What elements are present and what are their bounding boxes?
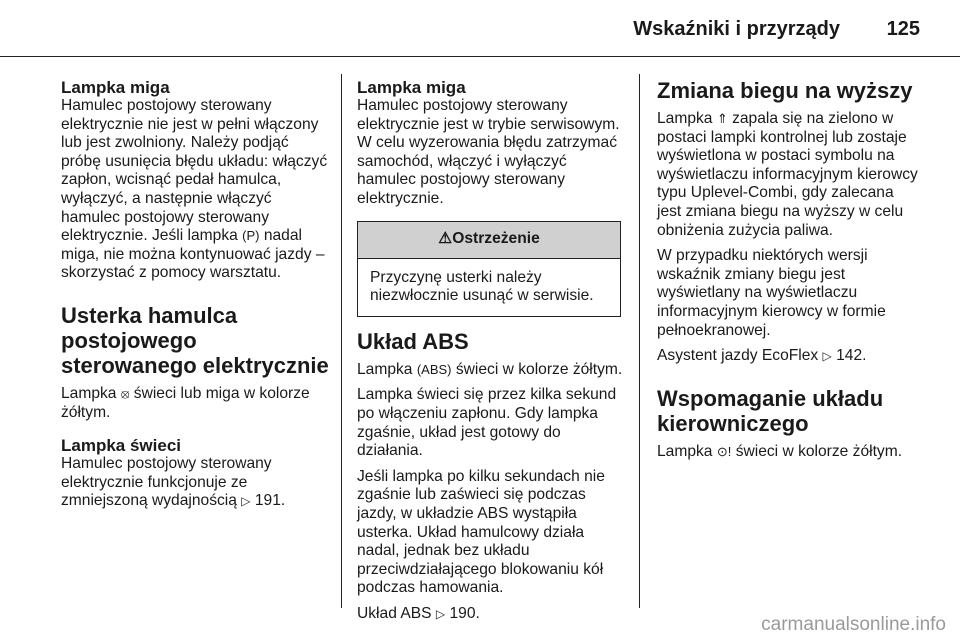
paragraph: Lampka ⊙! świeci w kolorze żółtym. — [657, 442, 903, 460]
section-heading: Układ ABS — [357, 328, 469, 354]
paragraph: Hamulec postojowy sterowany elektrycznie funkcjonuje ze zmniejszoną wydajnością ▷ 191. — [61, 455, 286, 510]
column-3 — [657, 78, 919, 461]
paragraph: Układ ABS ▷ 190. — [357, 604, 480, 622]
upshift-icon: ⇑ — [716, 111, 728, 126]
section-heading: Lampka świeci — [61, 436, 182, 456]
warning-box — [357, 221, 621, 317]
parking-brake-fault-icon: ⦻ — [120, 385, 130, 401]
paragraph: Asystent jazdy EcoFlex ▷ 142. — [657, 347, 867, 365]
column-divider — [639, 74, 640, 608]
section-heading: Zmiana biegu na wyższy — [657, 78, 913, 103]
reference-arrow-icon: ▷ — [822, 349, 832, 364]
warning-title: Ostrzeżenie — [452, 230, 540, 248]
paragraph: Jeśli lampka po kilku sekundach nie zgaśnie lub zaświeci się podczas jazdy, w układzie ABS wystąpiła usterka. Układ hamulcowy działa nadal, jednak bez układu przeciwdziałającego blokowaniu kół podczas hamowania. — [357, 467, 605, 597]
parking-brake-icon: (P) — [242, 228, 260, 244]
column-2 — [357, 78, 625, 623]
column-divider — [341, 74, 342, 608]
paragraph: W przypadku niektórych wersji wskaźnik zmiany biegu jest wyświetlany na wyświetlaczu informacyjnym kierowcy w formie pełnoekranowej. — [657, 247, 886, 339]
paragraph: Hamulec postojowy sterowany elektrycznie jest w trybie serwisowym. W celu wyzerowania błędu zatrzymać samochód, włączyć i wyłączyć hamulec postojowy sterowany elektrycznie. — [357, 97, 620, 207]
warning-icon: ⚠ — [438, 230, 453, 248]
paragraph: Lampka świeci się przez kilka sekund po włączeniu zapłonu. Gdy lampka zgaśnie, układ jest gotowy do działania. — [357, 386, 617, 460]
reference-arrow-icon: ▷ — [241, 494, 251, 509]
header-title: Wskaźniki i przyrządy — [633, 18, 840, 40]
page-reference[interactable]: 142. — [836, 347, 867, 365]
page-header — [0, 0, 960, 57]
paragraph: Hamulec postojowy sterowany elektrycznie nie jest w pełni włączony lub jest zwolniony. Należy podjąć próbę usunięcia błędu układu: włączyć zapłon, wcisnąć pedał hamulca, wyłączyć, a następnie włączyć hamulec postojowy sterowany elektrycznie. Jeśli lampka (P) nadal miga, nie można kontynuować jazdy – skorzystać z pomocy warsztatu. — [61, 97, 328, 282]
watermark: carmanualsonline.info — [761, 614, 946, 635]
column-1 — [61, 78, 331, 511]
reference-arrow-icon: ▷ — [435, 606, 446, 621]
section-heading: Lampka miga — [357, 78, 466, 97]
section-heading: Usterka hamulca postojowego sterowanego elektrycznie — [61, 302, 329, 378]
paragraph: Lampka ⦻ świeci lub miga w kolorze żółtym. — [61, 384, 310, 421]
section-heading: Wspomaganie układu kierowniczego — [657, 385, 884, 436]
section-heading: Lampka miga — [61, 78, 170, 97]
steering-icon: ⊙! — [716, 443, 732, 459]
abs-icon: (ABS) — [416, 361, 452, 377]
warning-text: Przyczynę usterki należy niezwłocznie usunąć w serwisie. — [370, 268, 594, 305]
page-reference[interactable]: 190. — [449, 604, 480, 622]
paragraph: Lampka (ABS) świeci w kolorze żółtym. — [357, 360, 623, 378]
page-number: 125 — [886, 18, 920, 40]
warning-header — [358, 222, 620, 259]
page-reference[interactable]: 191. — [254, 492, 286, 510]
paragraph: Lampka ⇑ zapala się na zielono w postaci lampki kontrolnej lub zostaje wyświetlona w postaci symbolu na wyświetlaczu informacyjnym kierowcy typu Uplevel-Combi, gdy zalecana jest zmiana biegu na wyższy w celu obniżenia zużycia paliwa. — [657, 110, 918, 239]
